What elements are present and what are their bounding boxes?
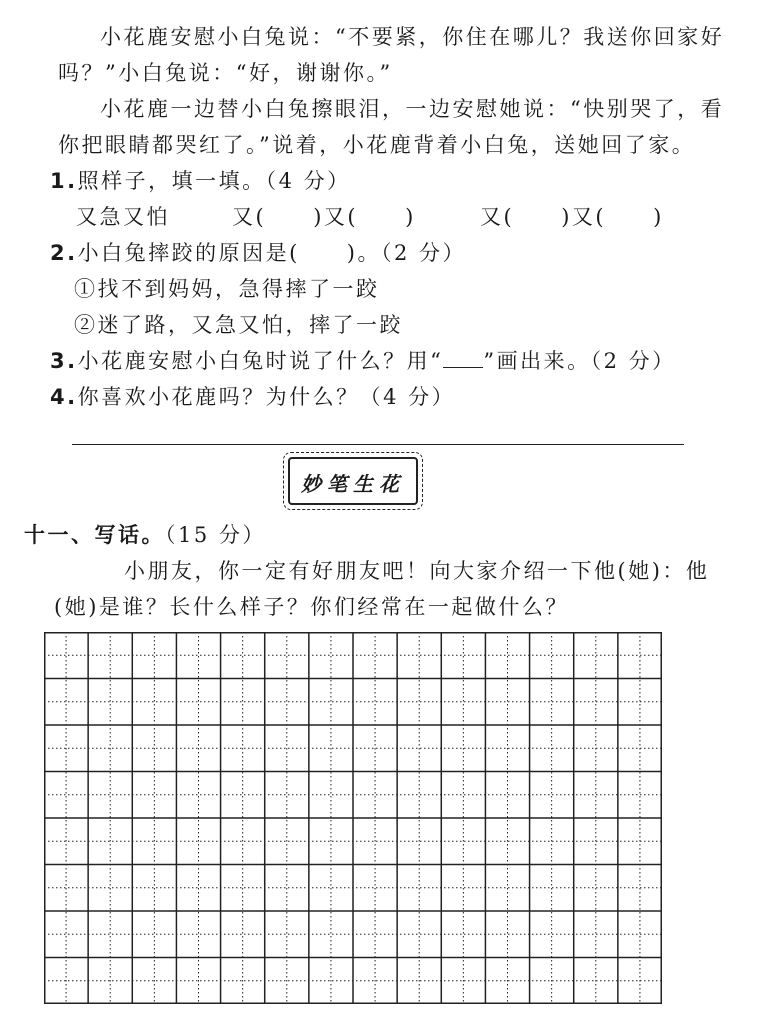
section-11-prompt-line2: (她)是谁？长什么样子？你们经常在一起做什么？ [54,595,569,619]
passage-p1-line2: 吗？”小白兔说：“好，谢谢你。” [58,61,393,85]
section-11-heading [24,520,266,550]
question-4-text: 你喜欢小花鹿吗？为什么？（4 分） [77,385,456,409]
section-11-score: （15 分） [165,523,266,547]
question-1-blank-1[interactable]: 又( )又( ) [232,205,416,229]
question-3-number: 3. [50,349,78,373]
question-2 [50,238,466,268]
passage-p1-line1: 小花鹿安慰小白兔说：“不要紧，你住在哪儿？我送你回家好 [100,25,725,49]
question-1-text: 照样子，填一填。（4 分） [77,169,351,193]
passage-p2-line2: 你把眼睛都哭红了。”说着，小花鹿背着小白兔，送她回了家。 [58,133,696,157]
question-3 [50,346,676,376]
question-4 [50,382,455,412]
question-3-text-before: 小花鹿安慰小白兔时说了什么？用“ [77,349,444,373]
question-3-text-after: ”画出来。（2 分） [483,349,676,373]
section-11-prompt-line1: 小朋友，你一定有好朋友吧！向大家介绍一下他(她)：他 [124,559,710,583]
question-1 [50,166,351,196]
passage-p2-line1: 小花鹿一边替小白兔擦眼泪，一边安慰她说：“快别哭了，看 [100,97,725,121]
question-1-example: 又急又怕 [76,205,170,229]
banner-miaobishenghua [288,457,418,505]
question-3-underline-sample [443,349,483,368]
question-1-number: 1. [50,169,78,193]
question-2-text: 小白兔摔跤的原因是( )。（2 分） [77,241,467,265]
question-2-option-1: ①找不到妈妈，急得摔了一跤 [74,277,380,301]
question-2-option-2: ②迷了路，又急又怕，摔了一跤 [74,313,403,337]
writing-grid[interactable] [44,632,662,1004]
section-11-title: 十一、写话。 [24,522,165,547]
question-1-blank-2[interactable]: 又( )又( ) [480,205,664,229]
section-divider [72,444,684,445]
question-4-number: 4. [50,385,78,409]
banner-title: 妙笔生花 [301,472,405,496]
question-2-number: 2. [50,241,78,265]
